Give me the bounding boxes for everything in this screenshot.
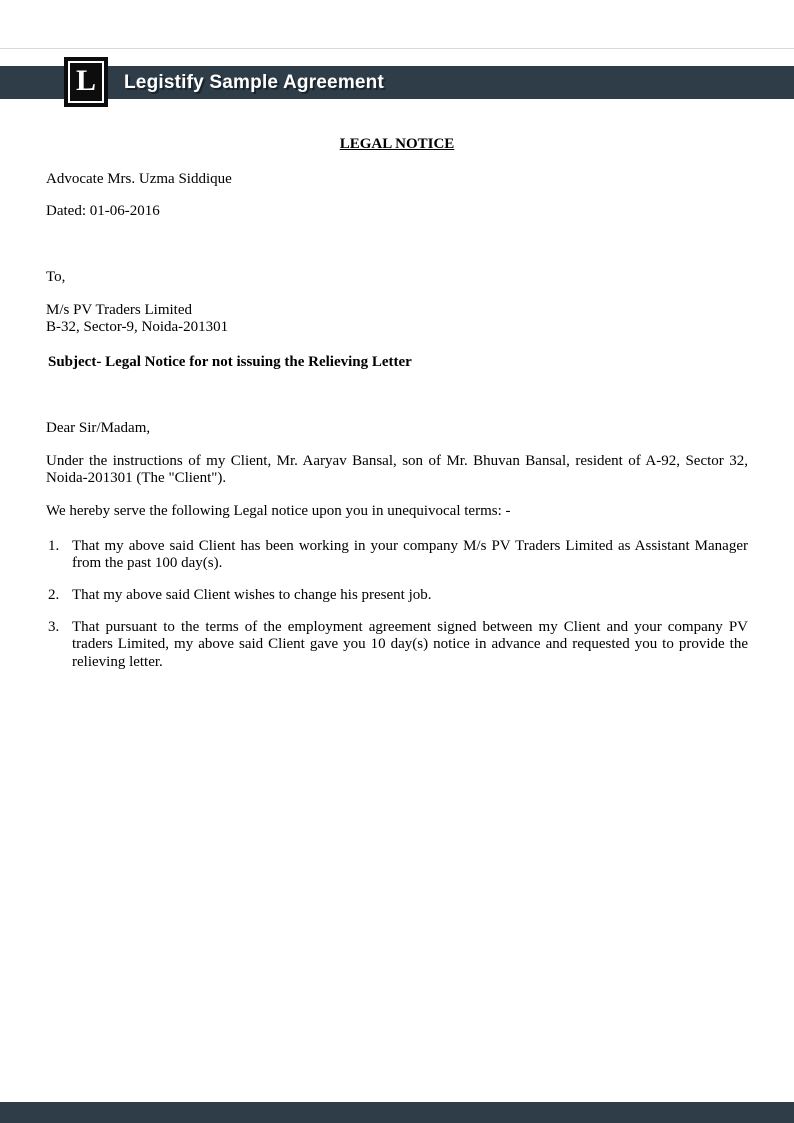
list-item: [46, 538, 748, 573]
legistify-logo: [64, 57, 108, 107]
recipient-address: B-32, Sector-9, Noida-201301: [46, 319, 229, 336]
subject-line: Subject- Legal Notice for not issuing the Relieving Letter: [48, 354, 412, 371]
list-item-text: That my above said Client has been working in your company M/s PV Traders Limited as Assistant Manager from the past 100 day(s).: [72, 537, 748, 572]
document-body: [46, 136, 748, 686]
list-item-number: 3.: [48, 618, 60, 635]
logo-frame: [68, 61, 104, 103]
to-label: To,: [46, 269, 66, 286]
list-item-number: 2.: [48, 586, 60, 603]
list-item-text: That my above said Client wishes to change his present job.: [72, 586, 432, 603]
document-title: LEGAL NOTICE: [339, 136, 455, 152]
paragraph-serve: We hereby serve the following Legal notice upon you in unequivocal terms: -: [46, 502, 511, 519]
list-item: [46, 619, 748, 672]
header-banner: [0, 66, 794, 99]
recipient-block: [46, 302, 748, 337]
numbered-list: [46, 538, 748, 672]
salutation: Dear Sir/Madam,: [46, 419, 151, 436]
header-title: Legistify Sample Agreement: [124, 72, 385, 93]
list-item-number: 1.: [48, 537, 60, 554]
advocate-line: Advocate Mrs. Uzma Siddique: [46, 170, 232, 187]
list-item: [46, 587, 748, 605]
date-line: Dated: 01-06-2016: [46, 203, 160, 220]
logo-letter: L: [75, 64, 96, 97]
footer-bar: [0, 1102, 794, 1123]
recipient-name: M/s PV Traders Limited: [46, 301, 192, 318]
top-divider: [0, 48, 794, 49]
list-item-text: That pursuant to the terms of the employment agreement signed between my Client and your company PV traders Limited, my above said Client gave you 10 day(s) notice in advance and requested you to provide the relieving letter.: [72, 618, 748, 670]
paragraph-intro: Under the instructions of my Client, Mr. Aaryav Bansal, son of Mr. Bhuvan Bansal, resident of A-92, Sector 32, Noida-201301 (The "Client").: [46, 452, 748, 487]
